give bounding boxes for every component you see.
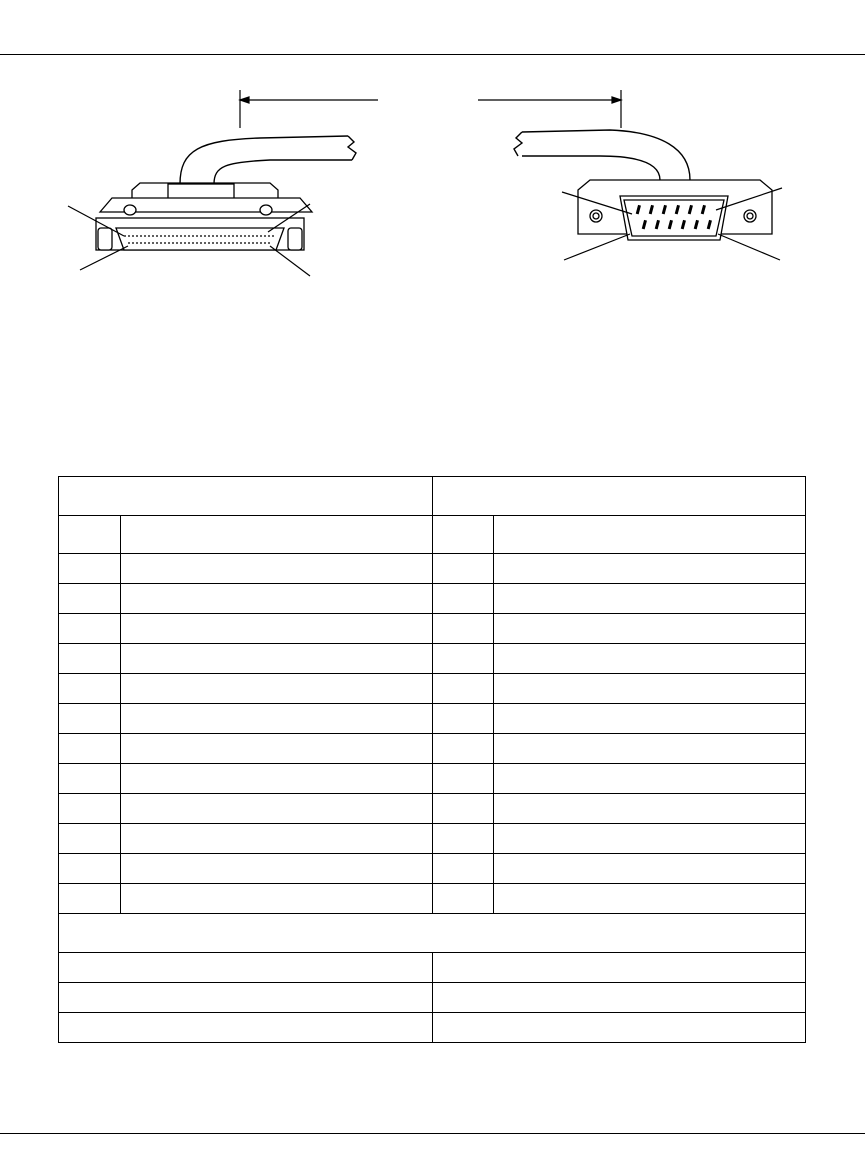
table-cell <box>59 704 121 734</box>
table-cell <box>433 554 494 584</box>
table-cell <box>494 644 806 674</box>
table-row <box>59 674 806 704</box>
table-cell <box>59 554 121 584</box>
table-cell <box>121 584 433 614</box>
db15-connector-icon <box>578 180 772 240</box>
table-cell <box>121 704 433 734</box>
footer-row <box>59 983 806 1013</box>
table-cell <box>59 824 121 854</box>
table-row <box>59 794 806 824</box>
table-cell <box>433 644 494 674</box>
table-cell <box>121 884 433 914</box>
table-cell <box>59 1013 433 1043</box>
table-cell <box>433 824 494 854</box>
table-row <box>59 584 806 614</box>
table-cell <box>59 983 433 1013</box>
table-cell <box>494 584 806 614</box>
table-cell <box>59 764 121 794</box>
table-cell <box>433 704 494 734</box>
table-cell <box>494 734 806 764</box>
table-row <box>59 554 806 584</box>
table-row <box>59 704 806 734</box>
pin-heading-left <box>59 516 121 554</box>
footer-row <box>59 953 806 983</box>
pin-assignment-table <box>58 476 806 1043</box>
signal-heading-right <box>494 516 806 554</box>
table-cell <box>59 614 121 644</box>
table-cell <box>494 764 806 794</box>
scsi-connector-icon <box>96 183 312 250</box>
table-cell <box>59 584 121 614</box>
table-cell <box>433 854 494 884</box>
table-cell <box>433 614 494 644</box>
table-row <box>59 764 806 794</box>
table-cell <box>59 854 121 884</box>
table-cell <box>494 614 806 644</box>
table-cell <box>121 824 433 854</box>
table-row <box>59 734 806 764</box>
table-cell <box>59 884 121 914</box>
table-cell <box>433 674 494 704</box>
cable-diagram <box>0 0 865 300</box>
table-cell <box>433 734 494 764</box>
table-cell <box>59 644 121 674</box>
table-cell <box>121 614 433 644</box>
table-note <box>59 914 806 953</box>
signal-heading-left <box>121 516 433 554</box>
table-cell <box>59 674 121 704</box>
table-cell <box>433 584 494 614</box>
table-cell <box>494 824 806 854</box>
right-cable <box>514 130 690 180</box>
table-cell <box>59 734 121 764</box>
table-note-row <box>59 914 806 953</box>
table-cell <box>59 953 433 983</box>
table-cell <box>121 734 433 764</box>
table-cell <box>433 1013 806 1043</box>
table-cell <box>433 764 494 794</box>
table-cell <box>121 554 433 584</box>
table-cell <box>121 794 433 824</box>
table-cell <box>121 674 433 704</box>
table-row <box>59 824 806 854</box>
table-row <box>59 644 806 674</box>
table-cell <box>121 764 433 794</box>
footer-rule <box>0 1133 865 1134</box>
table-cell <box>121 854 433 884</box>
table-subheader <box>59 516 806 554</box>
footer-row <box>59 1013 806 1043</box>
table-cell <box>59 794 121 824</box>
table-cell <box>433 953 806 983</box>
table-row <box>59 854 806 884</box>
table-cell <box>494 674 806 704</box>
right-connector-heading <box>433 477 806 516</box>
dimension-arrow-icon <box>240 90 621 128</box>
table-cell <box>433 794 494 824</box>
table-cell <box>121 644 433 674</box>
table-cell <box>433 983 806 1013</box>
table-cell <box>494 884 806 914</box>
left-cable <box>180 136 356 184</box>
left-connector-heading <box>59 477 433 516</box>
table-cell <box>494 854 806 884</box>
table-row <box>59 614 806 644</box>
table-row <box>59 884 806 914</box>
table-cell <box>433 884 494 914</box>
table-cell <box>494 704 806 734</box>
pin-heading-right <box>433 516 494 554</box>
table-cell <box>494 554 806 584</box>
table-cell <box>494 794 806 824</box>
table-header <box>59 477 806 516</box>
